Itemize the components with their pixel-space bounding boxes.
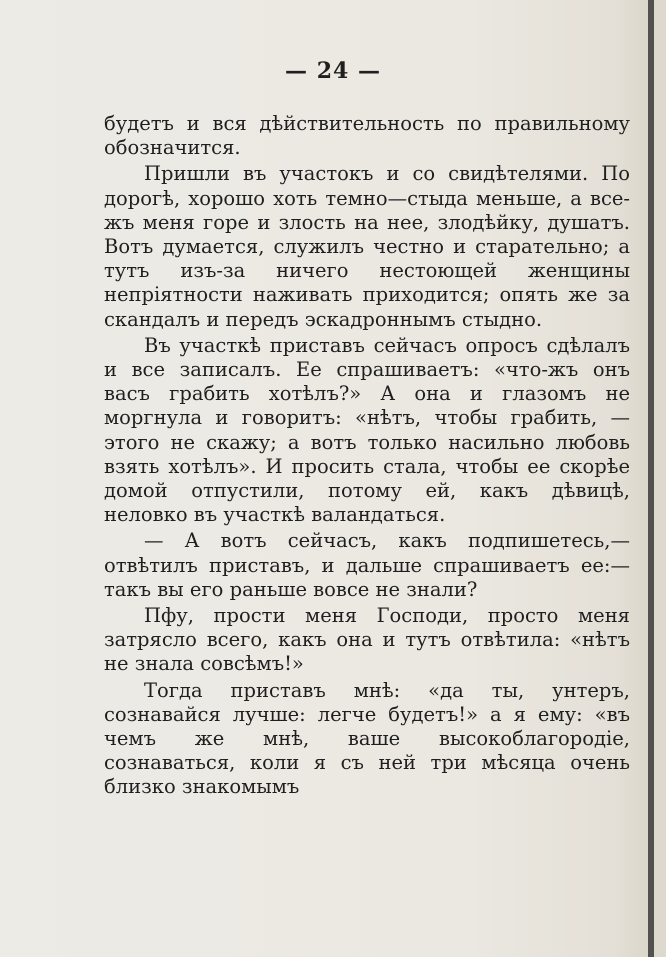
- body-text: [104, 112, 630, 800]
- book-spine-shadow: [648, 0, 654, 957]
- paragraph: Пришли въ участокъ и со свидѣтелями. По дорогѣ, хорошо хоть темно—стыда меньше, а все-жъ меня горе и злость на нее, злодѣйку, душатъ. Вотъ думается, служилъ честно и старательно; а тутъ изъ-за ничего нестоющей женщины непріятности наживать приходится; опять же за скандалъ и передъ эскадроннымъ стыдно.: [104, 162, 630, 331]
- paragraph: Тогда приставъ мнѣ: «да ты, унтеръ, сознавайся лучше: легче будетъ!» а я ему: «въ чемъ же мнѣ, ваше высокоблагородіе, сознаваться, коли я съ ней три мѣсяца очень близко знакомымъ: [104, 678, 630, 799]
- paragraph: будетъ и вся дѣйствительность по правильному обозначится.: [104, 112, 630, 160]
- paragraph: — А вотъ сейчасъ, какъ подпишетесь,—отвѣтилъ приставъ, и дальше спрашиваетъ ее:—такъ вы его раньше вовсе не знали?: [104, 529, 630, 601]
- page-edge: [654, 0, 666, 957]
- paragraph: Пфу, прости меня Господи, просто меня затрясло всего, какъ она и тутъ отвѣтила: «нѣтъ не знала совсѣмъ!»: [104, 604, 630, 676]
- page-number: — 24 —: [285, 58, 381, 84]
- paragraph: Въ участкѣ приставъ сейчасъ опросъ сдѣлалъ и все записалъ. Ее спрашиваетъ: «что-жъ онъ васъ грабить хотѣлъ?» А она и глазомъ не моргнула и говоритъ: «нѣтъ, чтобы грабить, —этого не скажу; а вотъ только насильно любовь взять хотѣлъ». И просить стала, чтобы ее скорѣе домой отпустили, потому ей, какъ дѣвицѣ, неловко въ участкѣ валандаться.: [104, 333, 630, 527]
